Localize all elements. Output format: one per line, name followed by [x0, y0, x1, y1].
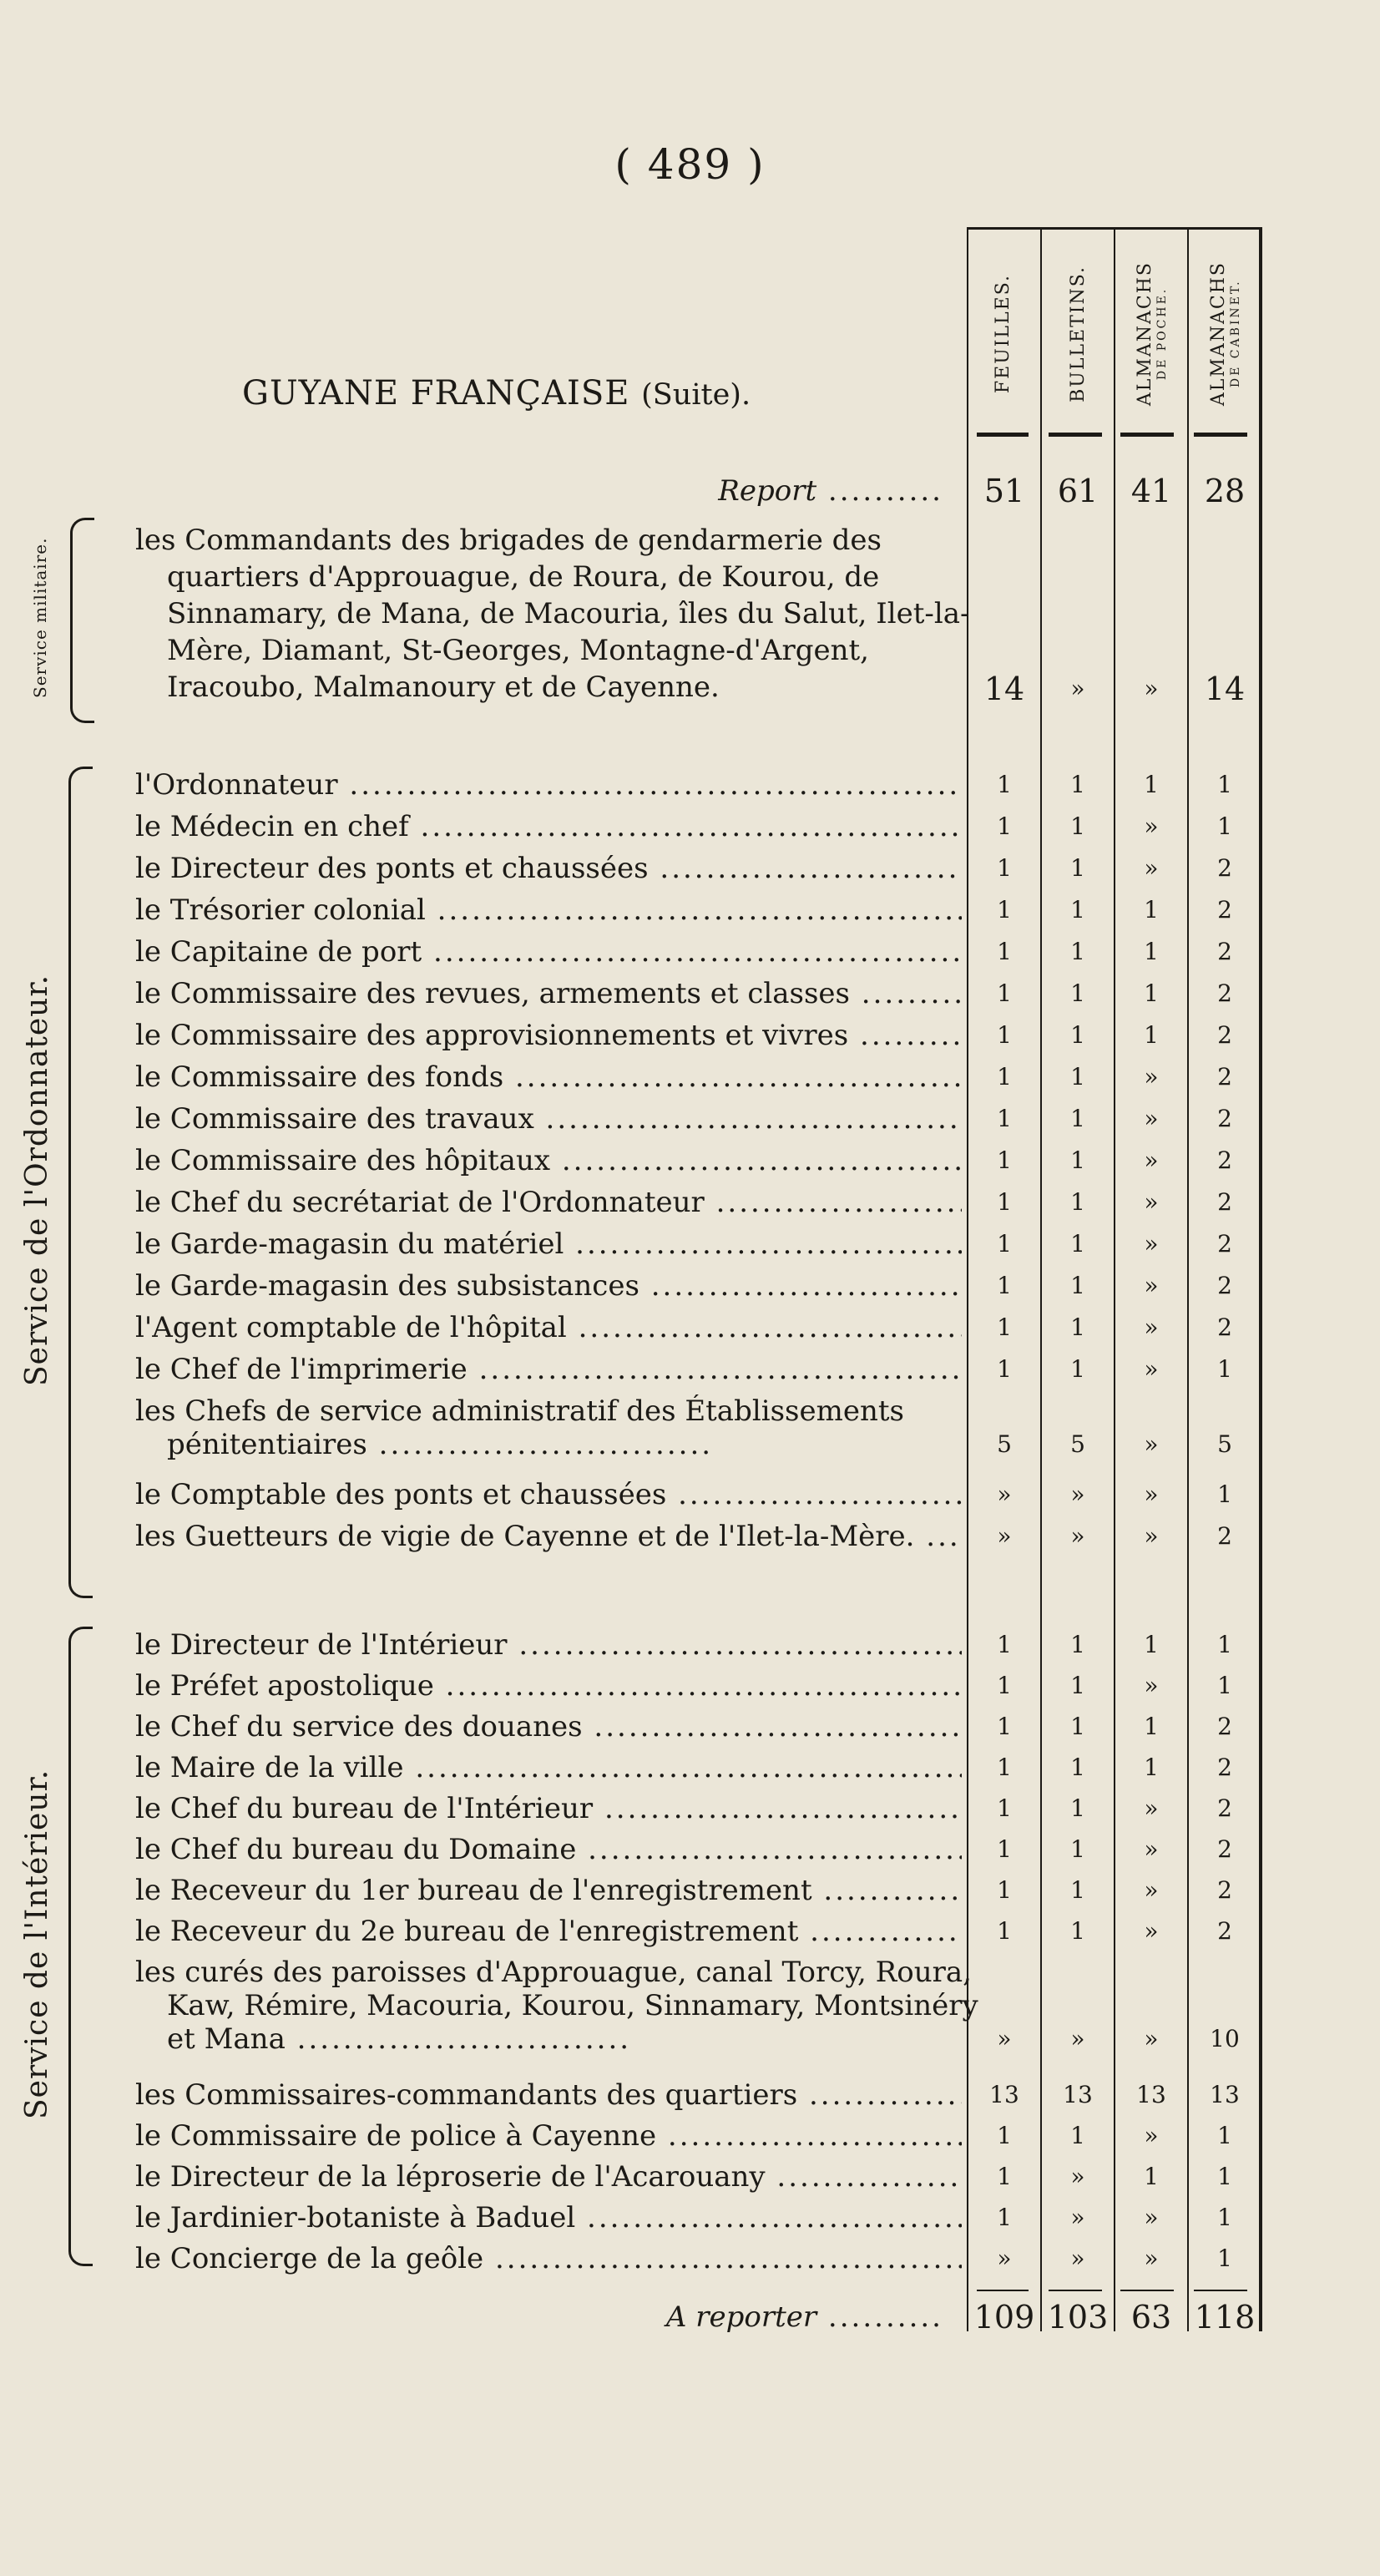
row-feuilles: » [997, 2245, 1012, 2272]
row-almanachs-cabinet: 2 [1217, 1230, 1232, 1258]
row-almanachs-cabinet: 5 [1217, 1430, 1232, 1458]
row-almanachs-poche: 1 [1144, 979, 1159, 1007]
row-label: le Commissaire des fonds ..... [135, 1060, 962, 1094]
row-almanachs-poche: 1 [1144, 771, 1159, 798]
title-main: GUYANE FRANÇAISE [242, 374, 630, 412]
header-rule [977, 433, 1029, 437]
row-label: le Receveur du 2e bureau de l'enregistrement ..... [135, 1915, 962, 1948]
sum-rule [1049, 2290, 1102, 2291]
row-bulletins: » [1070, 2204, 1085, 2231]
row-almanachs-poche: » [1144, 1105, 1159, 1132]
row-bulletins: » [1070, 2025, 1085, 2052]
row-almanachs-poche: » [1144, 2025, 1159, 2052]
carry-bulletins: 103 [1047, 2299, 1109, 2336]
column-header-almanachs-cabinet: ALMANACHS DE CABINET. [1207, 261, 1242, 407]
row-feuilles: 1 [997, 1876, 1012, 1904]
section-bracket-ordonnateur [68, 767, 93, 1598]
row-bulletins: 1 [1070, 1672, 1085, 1699]
row-feuilles: 1 [997, 1794, 1012, 1822]
header-rule [1049, 433, 1102, 437]
row-bulletins: 1 [1070, 1355, 1085, 1383]
row-almanachs-cabinet: 1 [1217, 812, 1232, 840]
row-bulletins: » [1070, 2163, 1085, 2190]
row-bulletins: 1 [1070, 1835, 1085, 1863]
row-almanachs-poche: » [1144, 675, 1159, 702]
row-almanachs-poche: » [1144, 854, 1159, 882]
row-almanachs-cabinet: 2 [1217, 1313, 1232, 1341]
row-bulletins: 1 [1070, 854, 1085, 882]
row-almanachs-poche: » [1144, 2204, 1159, 2231]
row-bulletins: 1 [1070, 1754, 1085, 1781]
section-label-interieur: Service de l'Intérieur. [20, 1769, 54, 2119]
row-almanachs-cabinet: 1 [1217, 1672, 1232, 1699]
row-almanachs-poche: 1 [1144, 1021, 1159, 1049]
row-label: l'Agent comptable de l'hôpital ..... [135, 1311, 962, 1344]
row-feuilles: 1 [997, 1230, 1012, 1258]
row-label: le Capitaine de port ..... [135, 935, 962, 969]
column-header-bulletins: BULLETINS. [1067, 266, 1089, 402]
row-feuilles: 1 [997, 1917, 1012, 1945]
row-bulletins: » [1070, 1522, 1085, 1550]
row-almanachs-poche: 1 [1144, 1754, 1159, 1781]
row-almanachs-poche: 1 [1144, 1631, 1159, 1658]
row-label: le Garde-magasin des subsistances ..... [135, 1269, 962, 1303]
row-bulletins: » [1070, 2245, 1085, 2272]
row-feuilles: 1 [997, 771, 1012, 798]
row-label: les Chefs de service administratif des Établissements pénitentiaires ..... [135, 1394, 1002, 1461]
row-almanachs-poche: 1 [1144, 938, 1159, 965]
row-label: le Chef du bureau du Domaine ..... [135, 1833, 962, 1866]
row-almanachs-cabinet: 2 [1217, 1021, 1232, 1049]
section-bracket-militaire [70, 518, 94, 723]
row-feuilles: 1 [997, 1063, 1012, 1091]
row-label: les curés des paroisses d'Approuague, canal Torcy, Roura, Kaw, Rémire, Macouria, Kourou, Sinnamary, Montsinéry et Mana ..... [135, 1956, 1002, 2056]
row-label: les Guetteurs de vigie de Cayenne et de l'Ilet-la-Mère. ..... [135, 1520, 962, 1553]
row-label: le Chef du secrétariat de l'Ordonnateur ..... [135, 1186, 962, 1219]
row-almanachs-cabinet: 1 [1217, 1355, 1232, 1383]
row-almanachs-cabinet: 1 [1217, 1631, 1232, 1658]
row-feuilles: 1 [997, 938, 1012, 965]
row-feuilles: 1 [997, 1272, 1012, 1299]
column-header-feuilles: FEUILLES. [992, 274, 1014, 394]
row-bulletins: 1 [1070, 1021, 1085, 1049]
row-almanachs-cabinet: 2 [1217, 938, 1232, 965]
row-almanachs-poche: » [1144, 1146, 1159, 1174]
row-bulletins: 1 [1070, 2122, 1085, 2149]
row-bulletins: 13 [1063, 2081, 1093, 2108]
carry-feuilles: 109 [973, 2299, 1035, 2336]
row-almanachs-poche: » [1144, 1230, 1159, 1258]
row-feuilles: 1 [997, 2204, 1012, 2231]
row-label: le Directeur de l'Intérieur ..... [135, 1628, 962, 1662]
row-bulletins: 1 [1070, 1063, 1085, 1091]
row-bulletins: 1 [1070, 979, 1085, 1007]
section-label-militaire: Service militaire. [30, 537, 50, 699]
row-almanachs-poche: » [1144, 2122, 1159, 2149]
row-almanachs-cabinet: 2 [1217, 1917, 1232, 1945]
row-feuilles: 1 [997, 1313, 1012, 1341]
row-feuilles: 1 [997, 2163, 1012, 2190]
row-almanachs-cabinet: 1 [1217, 1480, 1232, 1508]
row-label: le Comptable des ponts et chaussées ..... [135, 1478, 962, 1511]
row-label: le Chef du service des douanes ..... [135, 1710, 962, 1743]
header-rule [1194, 433, 1247, 437]
row-label: l'Ordonnateur ..... [135, 768, 962, 802]
row-bulletins: 1 [1070, 771, 1085, 798]
row-label: les Commandants des brigades de gendarmerie des quartiers d'Approuague, de Roura, de Kourou, de Sinnamary, de Mana, de Macouria, îles du Salut, Ilet-la-Mère, Diamant, St-Georges, Montagne-d'Argent, Iracoubo, Malmanoury et de Cayenne. [135, 524, 970, 704]
row-label: le Garde-magasin du matériel ..... [135, 1227, 962, 1261]
row-almanachs-cabinet: 2 [1217, 1272, 1232, 1299]
row-label: le Directeur de la léproserie de l'Acarouany ..... [135, 2160, 962, 2194]
row-almanachs-cabinet: 2 [1217, 979, 1232, 1007]
row-almanachs-cabinet: 1 [1217, 2163, 1232, 2190]
report-bulletins: 61 [1057, 473, 1099, 509]
row-feuilles: 1 [997, 1631, 1012, 1658]
row-almanachs-cabinet: 1 [1217, 2245, 1232, 2272]
row-almanachs-cabinet: 13 [1210, 2081, 1240, 2108]
row-feuilles: » [997, 2025, 1012, 2052]
row-bulletins: 1 [1070, 1105, 1085, 1132]
row-label: le Maire de la ville ..... [135, 1751, 962, 1784]
row-almanachs-cabinet: 2 [1217, 1146, 1232, 1174]
row-feuilles: 1 [997, 1835, 1012, 1863]
row-almanachs-cabinet: 2 [1217, 1794, 1232, 1822]
row-almanachs-poche: » [1144, 1272, 1159, 1299]
row-almanachs-poche: » [1144, 1522, 1159, 1550]
row-almanachs-cabinet: 14 [1204, 671, 1246, 707]
row-feuilles: 1 [997, 1754, 1012, 1781]
row-bulletins: 1 [1070, 1876, 1085, 1904]
row-almanachs-poche: 13 [1136, 2081, 1166, 2108]
row-bulletins: 1 [1070, 1794, 1085, 1822]
report-label: Report ..... [142, 474, 943, 508]
row-almanachs-poche: » [1144, 1480, 1159, 1508]
carry-forward-label: A reporter ..... [142, 2300, 943, 2334]
page-number: ( 489 ) [614, 140, 766, 189]
row-feuilles: 1 [997, 1188, 1012, 1216]
row-almanachs-cabinet: 2 [1217, 1063, 1232, 1091]
row-bulletins: 1 [1070, 1146, 1085, 1174]
carry-almanachs-cabinet: 118 [1194, 2299, 1256, 2336]
row-feuilles: 1 [997, 854, 1012, 882]
row-almanachs-poche: 1 [1144, 1713, 1159, 1740]
row-bulletins: 5 [1070, 1430, 1085, 1458]
row-almanachs-poche: » [1144, 2245, 1159, 2272]
row-almanachs-cabinet: 1 [1217, 771, 1232, 798]
row-feuilles: 1 [997, 896, 1012, 924]
row-label: le Commissaire des hôpitaux ..... [135, 1144, 962, 1177]
row-almanachs-poche: » [1144, 1672, 1159, 1699]
title-suffix: (Suite). [641, 378, 751, 412]
row-almanachs-cabinet: 2 [1217, 1876, 1232, 1904]
row-label: le Chef de l'imprimerie ..... [135, 1353, 962, 1386]
row-bulletins: » [1070, 1480, 1085, 1508]
row-label: le Commissaire des revues, armements et classes ..... [135, 977, 962, 1010]
row-bulletins: 1 [1070, 896, 1085, 924]
row-almanachs-cabinet: 10 [1210, 2025, 1240, 2052]
row-label: le Directeur des ponts et chaussées ..... [135, 852, 962, 885]
report-feuilles: 51 [983, 473, 1025, 509]
row-almanachs-cabinet: 2 [1217, 1713, 1232, 1740]
row-feuilles: 1 [997, 1355, 1012, 1383]
row-almanachs-poche: » [1144, 1835, 1159, 1863]
row-almanachs-cabinet: 2 [1217, 1522, 1232, 1550]
row-almanachs-poche: » [1144, 1063, 1159, 1091]
row-almanachs-poche: » [1144, 1355, 1159, 1383]
row-feuilles: 1 [997, 1146, 1012, 1174]
row-bulletins: 1 [1070, 1313, 1085, 1341]
row-label: le Jardinier-botaniste à Baduel ..... [135, 2201, 962, 2234]
row-almanachs-cabinet: 2 [1217, 1105, 1232, 1132]
carry-almanachs-poche: 63 [1130, 2299, 1172, 2336]
row-bulletins: 1 [1070, 1272, 1085, 1299]
row-almanachs-cabinet: 1 [1217, 2122, 1232, 2149]
row-almanachs-poche: » [1144, 1917, 1159, 1945]
page-title [242, 374, 751, 412]
row-label: le Chef du bureau de l'Intérieur ..... [135, 1792, 962, 1825]
row-feuilles: » [997, 1480, 1012, 1508]
row-almanachs-poche: 1 [1144, 2163, 1159, 2190]
header-rule [1120, 433, 1174, 437]
row-feuilles: » [997, 1522, 1012, 1550]
row-bulletins: 1 [1070, 1188, 1085, 1216]
row-almanachs-poche: » [1144, 1313, 1159, 1341]
row-almanachs-cabinet: 2 [1217, 1754, 1232, 1781]
row-almanachs-poche: » [1144, 1876, 1159, 1904]
row-bulletins: 1 [1070, 1917, 1085, 1945]
row-bulletins: 1 [1070, 812, 1085, 840]
row-feuilles: 1 [997, 1021, 1012, 1049]
row-bulletins: » [1070, 675, 1085, 702]
row-feuilles: 1 [997, 812, 1012, 840]
row-label: le Préfet apostolique ..... [135, 1669, 962, 1703]
row-label: le Commissaire de police à Cayenne ..... [135, 2119, 962, 2153]
row-feuilles: 1 [997, 979, 1012, 1007]
row-label: le Médecin en chef ..... [135, 810, 962, 843]
row-label: le Commissaire des approvisionnements et vivres ..... [135, 1019, 962, 1052]
sum-rule [1120, 2290, 1174, 2291]
row-almanachs-poche: » [1144, 812, 1159, 840]
row-label: le Concierge de la geôle ..... [135, 2242, 962, 2275]
row-bulletins: 1 [1070, 938, 1085, 965]
section-bracket-interieur [68, 1627, 93, 2266]
row-almanachs-poche: 1 [1144, 896, 1159, 924]
row-bulletins: 1 [1070, 1631, 1085, 1658]
row-almanachs-poche: » [1144, 1430, 1159, 1458]
row-bulletins: 1 [1070, 1713, 1085, 1740]
row-almanachs-poche: » [1144, 1794, 1159, 1822]
row-almanachs-cabinet: 2 [1217, 896, 1232, 924]
row-almanachs-cabinet: 1 [1217, 2204, 1232, 2231]
sum-rule [977, 2290, 1029, 2291]
row-almanachs-poche: » [1144, 1188, 1159, 1216]
row-label: le Receveur du 1er bureau de l'enregistrement ..... [135, 1874, 962, 1907]
row-label: le Trésorier colonial ..... [135, 893, 962, 927]
sum-rule [1194, 2290, 1247, 2291]
row-almanachs-cabinet: 2 [1217, 854, 1232, 882]
row-feuilles: 1 [997, 1672, 1012, 1699]
row-bulletins: 1 [1070, 1230, 1085, 1258]
column-header-almanachs-poche: ALMANACHS DE POCHE. [1134, 261, 1169, 407]
report-almanachs-cabinet: 28 [1204, 473, 1246, 509]
row-feuilles: 13 [989, 2081, 1019, 2108]
row-feuilles: 1 [997, 2122, 1012, 2149]
row-label: le Commissaire des travaux ..... [135, 1102, 962, 1136]
row-feuilles: 1 [997, 1713, 1012, 1740]
section-label-ordonnateur: Service de l'Ordonnateur. [20, 974, 54, 1386]
row-label: les Commissaires-commandants des quartiers ..... [135, 2078, 962, 2112]
row-almanachs-cabinet: 2 [1217, 1835, 1232, 1863]
report-almanachs-poche: 41 [1130, 473, 1172, 509]
row-feuilles: 14 [983, 671, 1025, 707]
row-feuilles: 5 [997, 1430, 1012, 1458]
row-feuilles: 1 [997, 1105, 1012, 1132]
row-almanachs-cabinet: 2 [1217, 1188, 1232, 1216]
